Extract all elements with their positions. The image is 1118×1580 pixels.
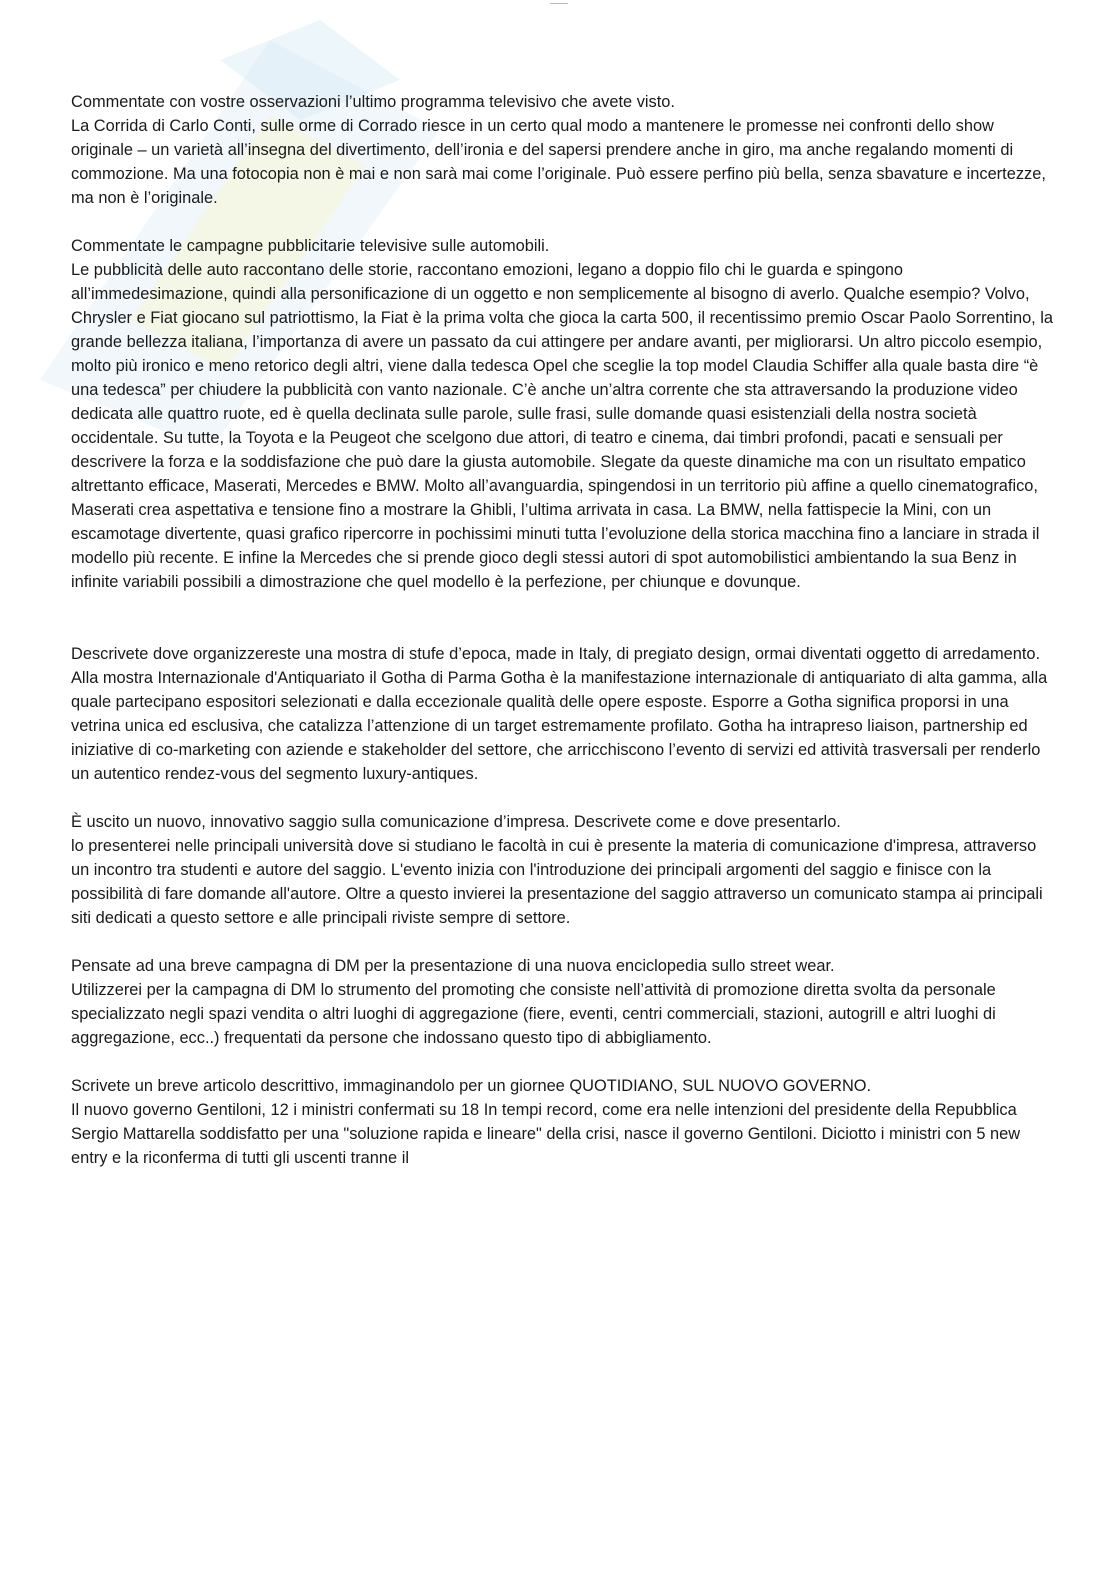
answer-text: Le pubblicità delle auto raccontano delle storie, raccontano emozioni, legano a doppio filo chi le guarda e spingono all’immedesimazione, quindi alla personificazione di un oggetto e non semplicemente al bisogno di averlo. Qualche esempio? Volvo, Chrysler e Fiat giocano sul patriottismo, la Fiat è la prima volta che gioca la carta 500, il recentissimo premio Oscar Paolo Sorrentino, la grande bellezza italiana, l’importanza di avere un passato da cui attingere per andare avanti, per migliorarsi. Un altro piccolo esempio, molto più ironico e meno retorico degli altri, viene dalla tedesca Opel che sceglie la top model Claudia Schiffer alla quale basta dire “è una tedesca” per chiudere la pubblicità con vanto nazionale. C’è anche un’altra corrente che sta attraversando la produzione video dedicata alle quattro ruote, ed è quella declinata sulle parole, sulle frasi, sulle domande quasi esistenziali della nostra società occidentale. Su tutte, la Toyota e la Peugeot che scelgono due attori, di teatro e cinema, dai timbri profondi, pacati e sensuali per descrivere la forza e la soddisfazione che può dare la giusta automobile. Slegate da queste dinamiche ma con un risultato empatico altrettanto efficace, Maserati, Mercedes e BMW. Molto all’avanguardia, spingendosi in un territorio più affine a quello cinematografico, Maserati crea aspettativa e tensione fino a mostrare la Ghibli, l’ultima arrivata in casa. La BMW, nella fattispecie la Mini, con un escamotage divertente, quasi grafico ripercorre in pochissimi minuti tutta l’evoluzione della storica macchina fino a lanciare in strada il modello più recente. E infine la Mercedes che si prende gioco degli stessi autori di spot automobilistici ambientando la sua Benz in infinite variabili possibili a dimostrazione che quel modello è la perfezione, per chiunque e dovunque. bbox=[71, 261, 1054, 591]
page-top-mark bbox=[550, 0, 568, 4]
answer-text: Alla mostra Internazionale d'Antiquariato il Gotha di Parma Gotha è la manifestazione internazionale di antiquariato di alta gamma, alla quale partecipano espositori selezionati e dalla eccezionale qualità delle opere esposte. Esporre a Gotha significa proporsi in una vetrina unica ed esclusiva, che catalizza l’attenzione di un target estremamente profilato. Gotha ha intrapreso liaison, partnership ed iniziative di co-marketing con aziende e stakeholder del settore, che arricchiscono l’evento di servizi ed attività trasversali per renderlo un autentico rendez-vous del segmento luxury-antiques. bbox=[71, 669, 1048, 783]
question-text: È uscito un nuovo, innovativo saggio sulla comunicazione d’impresa. Descrivete come e dove presentarlo. bbox=[71, 813, 841, 831]
answer-text: La Corrida di Carlo Conti, sulle orme di Corrado riesce in un certo qual modo a mantenere le promesse nei confronti dello show originale – un varietà all’insegna del divertimento, dell’ironia e del sapersi prendere anche in giro, ma anche regalando momenti di commozione. Ma una fotocopia non è mai e non sarà mai come l’originale. Può essere perfino più bella, senza sbavature e incertezze, ma non è l’originale. bbox=[71, 117, 1046, 207]
section-tv-program bbox=[71, 90, 1056, 210]
section-essay-presentation bbox=[71, 810, 1056, 930]
question-text: Commentate le campagne pubblicitarie televisive sulle automobili. bbox=[71, 237, 550, 255]
section-dm-campaign bbox=[71, 954, 1056, 1050]
question-text: Pensate ad una breve campagna di DM per la presentazione di una nuova enciclopedia sullo street wear. bbox=[71, 957, 835, 975]
document-body bbox=[71, 90, 1056, 1170]
answer-text: lo presenterei nelle principali università dove si studiano le facoltà in cui è presente la materia di comunicazione d'impresa, attraverso un incontro tra studenti e autore del saggio. L'evento inizia con l'introduzione dei principali argomenti del saggio e finisce con la possibilità di fare domande all'autore. Oltre a questo invierei la presentazione del saggio attraverso un comunicato stampa ai principali siti dedicati a questo settore e alle principali riviste sempre di settore. bbox=[71, 837, 1043, 927]
section-car-ads bbox=[71, 234, 1056, 594]
question-text: Descrivete dove organizzereste una mostra di stufe d’epoca, made in Italy, di pregiato design, ormai diventati oggetto di arredamento. bbox=[71, 645, 1041, 663]
answer-text: Utilizzerei per la campagna di DM lo strumento del promoting che consiste nell’attività di promozione diretta svolta da personale specializzato negli spazi vendita o altri luoghi di aggregazione (fiere, eventi, centri commerciali, stazioni, autogrill e altri luoghi di aggregazione, ecc..) frequentati da persone che indossano questo tipo di abbigliamento. bbox=[71, 981, 996, 1047]
section-stove-exhibition bbox=[71, 642, 1056, 786]
question-text: Scrivete un breve articolo descrittivo, immaginandolo per un giornee QUOTIDIANO, SUL NUOVO GOVERNO. bbox=[71, 1077, 872, 1095]
question-text: Commentate con vostre osservazioni l’ultimo programma televisivo che avete visto. bbox=[71, 93, 675, 111]
section-new-government bbox=[71, 1074, 1056, 1170]
answer-text: Il nuovo governo Gentiloni, 12 i ministri confermati su 18 In tempi record, come era nelle intenzioni del presidente della Repubblica Sergio Mattarella soddisfatto per una "soluzione rapida e lineare" della crisi, nasce il governo Gentiloni. Diciotto i ministri con 5 new entry e la riconferma di tutti gli uscenti tranne il bbox=[71, 1101, 1021, 1167]
